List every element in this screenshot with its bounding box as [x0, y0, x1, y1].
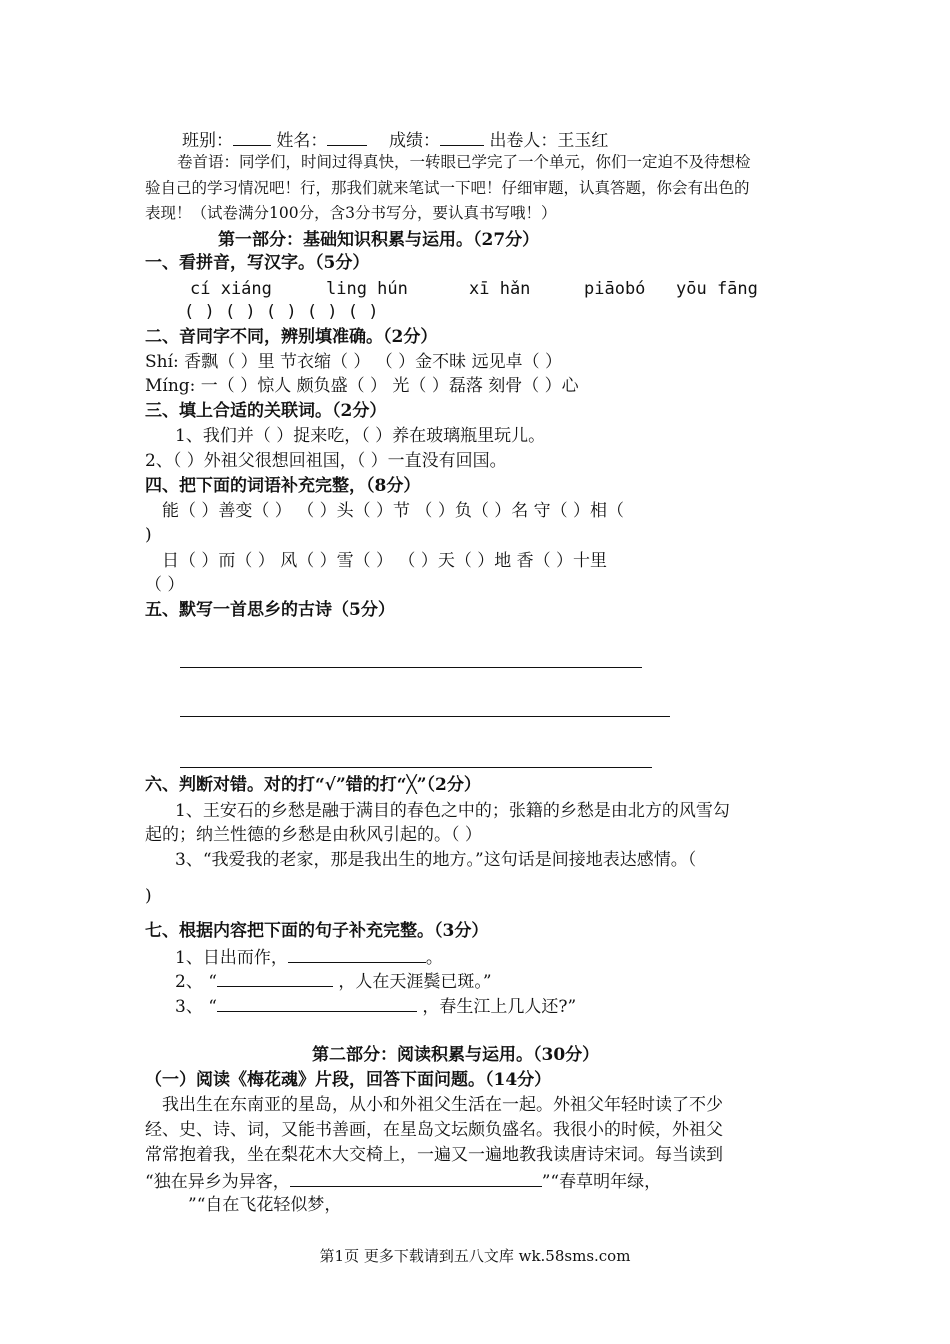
class-label: 班别： [182, 131, 233, 151]
q1-pinyin-4: piāobó [584, 279, 646, 299]
reading-line-1: 我出生在东南亚的星岛，从小和外祖父生活在一起。外祖父年轻时读了不少 [162, 1095, 723, 1115]
q7-blank-1[interactable] [288, 946, 426, 963]
reading-blank-1[interactable] [290, 1170, 542, 1187]
q7-line-3-post: ，春生江上几人还?” [422, 997, 577, 1017]
q2-line-2[interactable]: Míng: 一（ ）惊人 颇负盛（ ） 光（ ）磊落 刻骨（ ）心 [145, 376, 579, 396]
reading-line-3: 常常抱着我，坐在梨花木大交椅上，一遍又一遍地教我读唐诗宋词。每当读到 [145, 1145, 723, 1165]
reading-line-4 [145, 1170, 661, 1192]
q6-line-1: 1、王安石的乡愁是融于满目的春色之中的；张籍的乡愁是由北方的风雪勾 [175, 801, 730, 821]
score-field[interactable] [440, 129, 484, 146]
q3-line-1[interactable]: 1、我们并（ ）捉来吃，（ ）养在玻璃瓶里玩儿。 [175, 426, 546, 446]
q5-title: 五、默写一首思乡的古诗（5分） [145, 600, 395, 620]
q2-line-1[interactable]: Shí: 香飘（ ）里 节衣缩（ ） （ ）金不昧 远见卓（ ） [145, 352, 562, 372]
q6-line-2b[interactable]: ) [145, 886, 152, 906]
q7-line-1-pre: 1、日出而作， [175, 948, 288, 968]
q7-line-2-pre: 2、 “ [175, 972, 217, 992]
q7-line-3 [175, 995, 576, 1017]
q4-line-1[interactable]: 能（ ）善变（ ） （ ）头（ ）节 （ ）负（ ）名 守（ ）相（ [162, 501, 625, 521]
q4-title: 四、把下面的词语补充完整，（8分） [145, 476, 421, 496]
q6-title: 六、判断对错。对的打“√”错的打“╳”（2分） [145, 775, 481, 795]
q5-answer-line-2[interactable] [180, 716, 670, 717]
q1-pinyin-3: xī hǎn [469, 279, 531, 299]
intro-line-3: 表现！（试卷满分100分，含3分书写分，要认真书写哦！） [145, 204, 557, 222]
q7-line-3-pre: 3、 “ [175, 997, 217, 1017]
q4-line-2[interactable]: 日（ ）而（ ） 风（ ）雪（ ） （ ）天（ ）地 香（ ）十里 [162, 551, 608, 571]
q1-pinyin-1: cí xiáng [190, 279, 272, 299]
author: 出卷人：王玉红 [489, 131, 609, 151]
q1-title: 一、看拼音，写汉字。（5分） [145, 253, 370, 273]
q4-line-2b[interactable]: （ ） [145, 575, 185, 595]
part2-title: 第二部分：阅读积累与运用。（30分） [312, 1045, 600, 1065]
q1-pinyin-5: yōu fāng [676, 279, 758, 299]
reading-line-5: ”“自在飞花轻似梦， [188, 1195, 342, 1215]
q2-title: 二、音同字不同，辨别填准确。（2分） [145, 327, 438, 347]
reading-line-4-post: ”“春草明年绿， [541, 1172, 662, 1192]
name-field[interactable] [327, 129, 367, 146]
intro-line-2: 验自己的学习情况吧！行，那我们就来笔试一下吧！仔细审题，认真答题，你会有出色的 [145, 179, 750, 197]
name-label: 姓名： [276, 131, 328, 151]
part1-title: 第一部分：基础知识积累与运用。（27分） [218, 230, 540, 250]
q3-title: 三、填上合适的关联词。（2分） [145, 401, 387, 421]
q7-blank-3[interactable] [217, 995, 417, 1012]
q6-line-2: 3、“我爱我的老家，那是我出生的地方。”这句话是间接地表达感情。（ [175, 850, 697, 870]
q7-line-1-post: 。 [425, 948, 443, 968]
intro-line-1: 卷首语：同学们，时间过得真快，一转眼已学完了一个单元，你们一定迫不及待想检 [177, 153, 751, 171]
reading-line-2: 经、史、诗、词，又能书善画，在星岛文坛颇负盛名。我很小的时候，外祖父 [145, 1120, 723, 1140]
q6-line-1b[interactable]: 起的；纳兰性德的乡愁是由秋风引起的。（ ） [145, 825, 482, 845]
class-field[interactable] [233, 129, 271, 146]
q4-line-1b: ) [145, 525, 152, 545]
score-label: 成绩： [389, 131, 441, 151]
q7-line-1 [175, 946, 443, 968]
reading-line-4-pre: “独在异乡为异客， [145, 1172, 290, 1192]
reading-title: （一）阅读《梅花魂》片段，回答下面问题。（14分） [145, 1070, 552, 1090]
q7-line-2 [175, 970, 492, 992]
q5-answer-line-1[interactable] [180, 667, 642, 668]
q7-blank-2[interactable] [217, 970, 333, 987]
q1-answer-brackets[interactable]: ( ) ( ) ( ) ( ) ( ) [184, 302, 379, 322]
page-footer: 第1页 更多下载请到五八文库 wk.58sms.com [319, 1247, 631, 1265]
q3-line-2[interactable]: 2、（ ）外祖父很想回祖国，（ ）一直没有回国。 [145, 451, 507, 471]
q1-pinyin-2: ling hún [326, 279, 408, 299]
q7-title: 七、根据内容把下面的句子补充完整。（3分） [145, 921, 489, 941]
q5-answer-line-3[interactable] [180, 767, 652, 768]
exam-header [182, 129, 608, 151]
q7-line-2-post: ，人在天涯鬓已斑。” [338, 972, 492, 992]
